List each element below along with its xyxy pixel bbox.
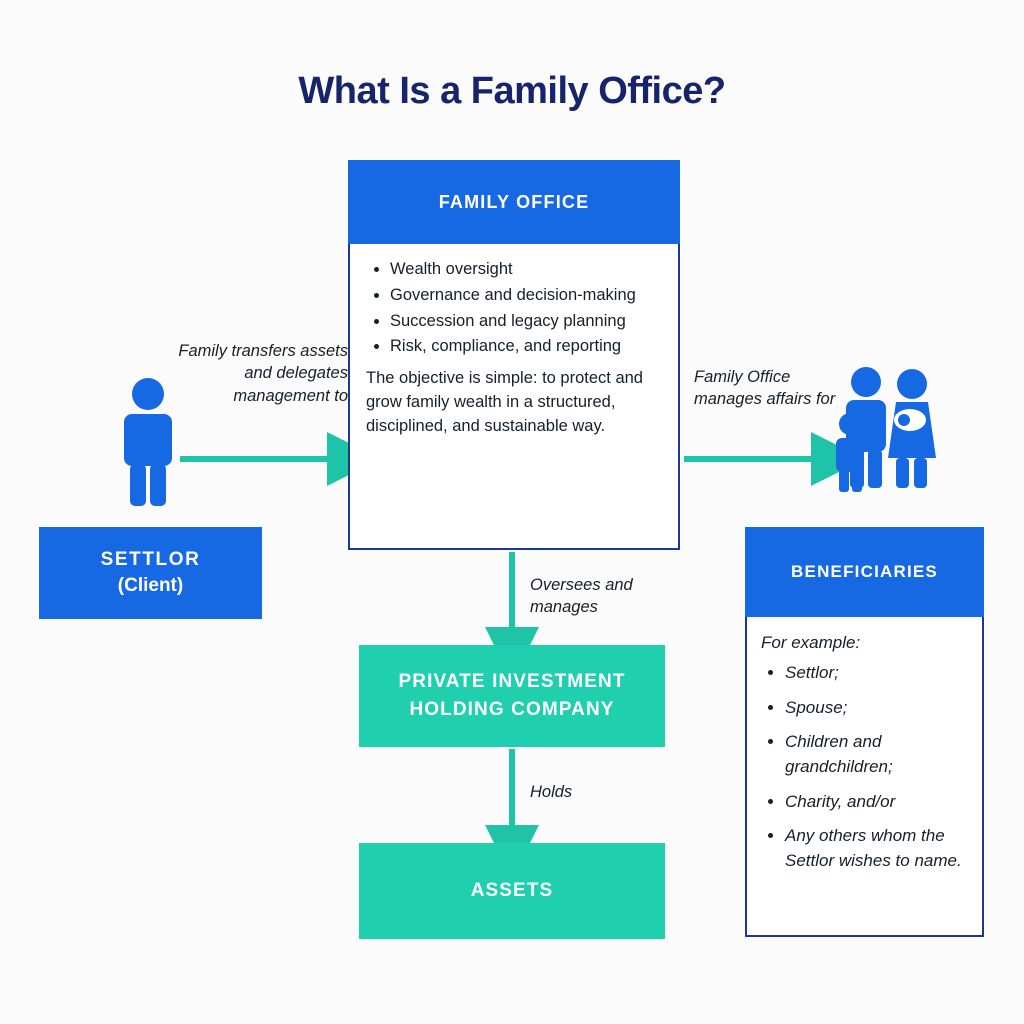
list-item: • Governance and decision-making <box>390 284 662 308</box>
private-investment-holding-company-box: PRIVATE INVESTMENT HOLDING COMPANY <box>359 645 665 747</box>
list-item: • Wealth oversight <box>390 258 662 282</box>
family-office-heading: FAMILY OFFICE <box>348 160 680 244</box>
settlor-box <box>39 527 262 619</box>
edge-label-oversees-and-manages: Oversees and manages <box>530 576 633 617</box>
family-office-objective-note: The objective is simple: to protect and grow family wealth in a structured, disciplined, and sustainable way. <box>366 369 643 435</box>
edge-label-settlor-to-family-office: Family transfers assets and delegates management to <box>178 342 348 405</box>
assets-box: ASSETS <box>359 843 665 939</box>
list-item: • Settlor; <box>785 661 968 686</box>
family-office-body <box>348 244 680 550</box>
person-icon <box>108 376 188 506</box>
settlor-subtitle: (Client) <box>117 575 184 596</box>
list-item: • Any others whom the Settlor wishes to name. <box>785 824 968 873</box>
list-item: • Succession and legacy planning <box>390 310 662 334</box>
page-title: What Is a Family Office? <box>298 70 726 112</box>
edge-label-holds: Holds <box>530 783 573 801</box>
beneficiaries-intro: For example: <box>761 633 861 652</box>
beneficiaries-body <box>745 617 984 937</box>
beneficiaries-heading: BENEFICIARIES <box>745 527 984 617</box>
beneficiaries-list <box>761 661 968 873</box>
settlor-title: SETTLOR <box>100 549 201 570</box>
list-item: • Spouse; <box>785 696 968 721</box>
edge-label-family-office-to-beneficiaries: Family Office manages affairs for <box>694 368 836 409</box>
family-group-icon <box>826 362 944 498</box>
list-item: • Risk, compliance, and reporting <box>390 335 662 359</box>
family-office-bullet-list <box>366 258 662 359</box>
list-item: • Charity, and/or <box>785 790 968 815</box>
list-item: • Children and grandchildren; <box>785 730 968 779</box>
